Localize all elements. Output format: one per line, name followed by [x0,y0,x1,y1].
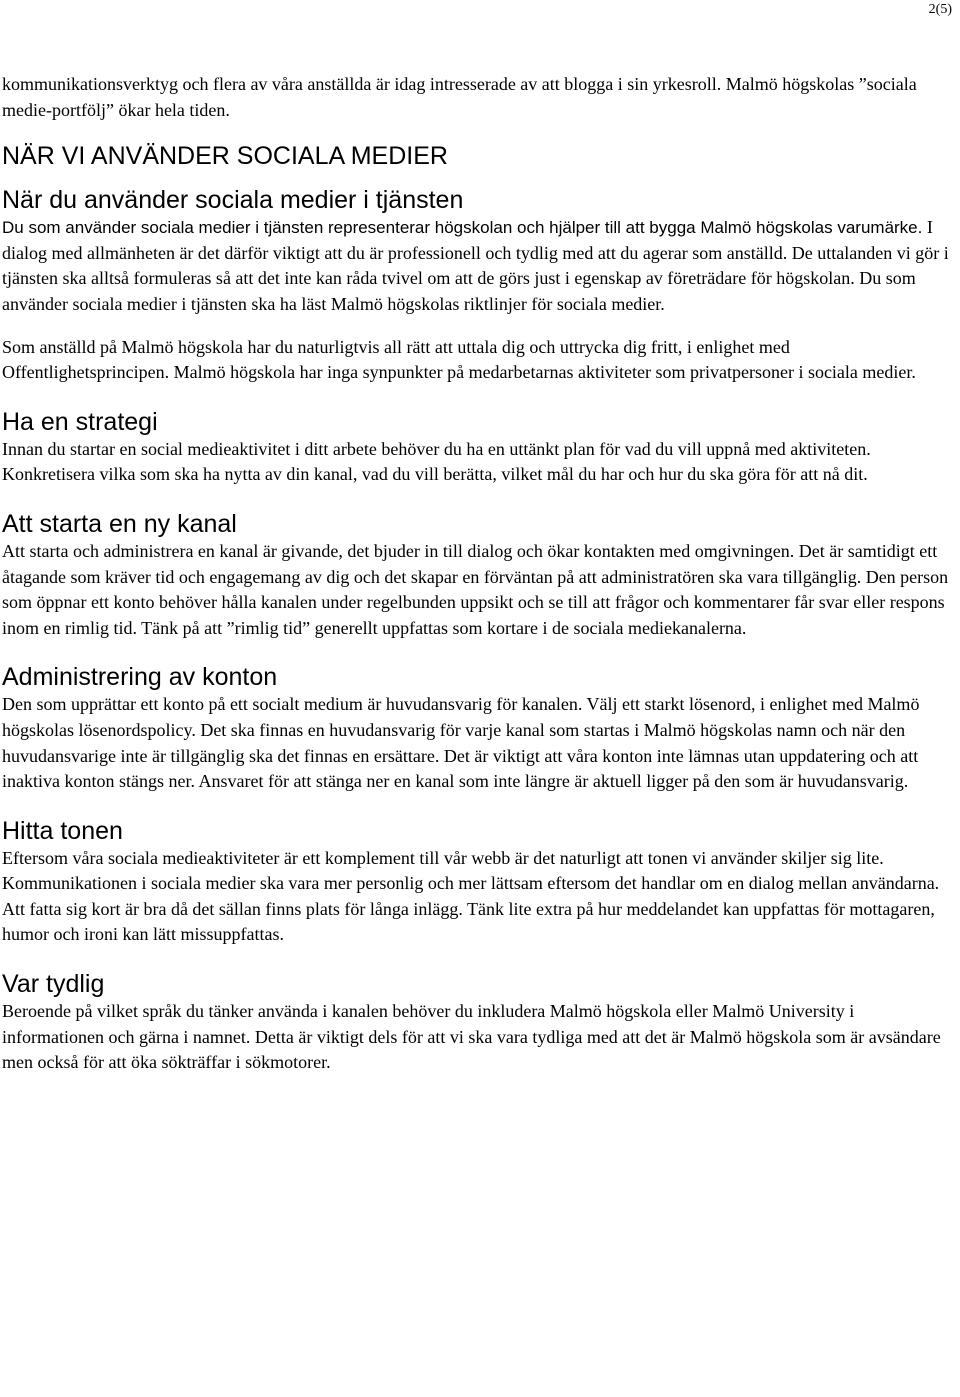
section-body-ny-kanal: Att starta och administrera en kanal är givande, det bjuder in till dialog och ökar kontakten med omgivningen. Det är samtidigt ett åtagande som kräver tid och engagemang av dig och det skapar en förväntan på att administratören ska vara tillgänglig. Den person som öppnar ett konto behöver hålla kanalen under regelbunden uppsikt och se till att frågor och kommentarer får svar eller respons inom en rimlig tid. Tänk på att ”rimlig tid” generellt uppfattas som kortare i de sociala mediekanalerna. [2,540,949,638]
intro-paragraph: kommunikationsverktyg och flera av våra anställda är idag intresserade av att blogga i sin yrkesroll. Malmö högskolas ”sociala medie-portfölj” ökar hela tiden. [2,74,917,120]
document-body [2,72,952,1076]
section-body-tjansten: I dialog med allmänheten är det därför viktigt att du är professionell och tydlig med att du agerar som anställd. De uttalanden vi gör i tjänsten ska alltså formuleras så att det inte kan råda tvivel om att de görs just i egenskap av företrädare för högskolan. Du som använder sociala medier i tjänsten ska ha läst Malmö högskolas riktlinjer för sociala medier. [2,217,949,314]
section-heading-tjansten: När du använder sociala medier i tjänsten [2,186,464,215]
section-body-tydlig: Beroende på vilket språk du tänker använda i kanalen behöver du inkludera Malmö högskola eller Malmö University i informationen och gärna i namnet. Detta är viktigt dels för att vi ska vara tydliga med att det är Malmö högskola som är avsändare men också för att öka sökträffar i sökmotorer. [2,1001,941,1073]
section-paragraph-tjansten [2,215,952,317]
section-extra-tjansten: Som anställd på Malmö högskola har du naturligtvis all rätt att uttala dig och uttrycka dig fritt, i enlighet med Offentlighetsprincipen. Malmö högskola har inga synpunkter på medarbetarnas aktiviteter som privatpersoner i sociala medier. [2,336,916,383]
section-heading-tydlig: Var tydlig [2,970,105,999]
section-heading-ny-kanal: Att starta en ny kanal [2,509,237,538]
section-body-tonen: Eftersom våra sociala medieaktiviteter är ett komplement till vår webb är det naturligt att tonen vi använder skiljer sig lite. Kommunikationen i sociala medier ska vara mer personlig och mer lättsam eftersom det handlar om en dialog mellan användarna. Att fatta sig kort är bra då det sällan finns plats för långa inlägg. Tänk lite extra på hur meddelandet kan uppfattas för mottagaren, humor och ironi kan lätt missuppfattas. [2,847,940,945]
page-number: 2(5) [928,2,952,17]
section-heading-strategi: Ha en strategi [2,407,158,436]
main-heading: NÄR VI ANVÄNDER SOCIALA MEDIER [2,142,448,171]
section-heading-tonen: Hitta tonen [2,816,123,845]
section-lead-tjansten: Du som använder sociala medier i tjänsten representerar högskolan och hjälper till att bygga Malmö högskolas varumärke. [2,218,923,238]
section-body-administrering: Den som upprättar ett konto på ett socialt medium är huvudansvarig för kanalen. Välj ett starkt lösenord, i enlighet med Malmö högskolas lösenordspolicy. Det ska finnas en huvudansvarig för varje kanal som startas i Malmö högskolas namn och när den huvudansvarige inte är tillgänglig ska det finnas en ersättare. Det är viktigt att våra konton inte lämnas utan uppdatering och att inaktiva konton stängs ner. Ansvaret för att stänga ner en kanal som inte längre är aktuell ligger på den som är huvudansvarig. [2,694,920,792]
section-body-strategi: Innan du startar en social medieaktivitet i ditt arbete behöver du ha en uttänkt plan för vad du vill uppnå med aktiviteten. Konkretisera vilka som ska ha nytta av din kanal, vad du vill berätta, vilket mål du har och hur du ska göra för att nå dit. [2,438,871,485]
section-heading-administrering: Administrering av konton [2,663,278,692]
